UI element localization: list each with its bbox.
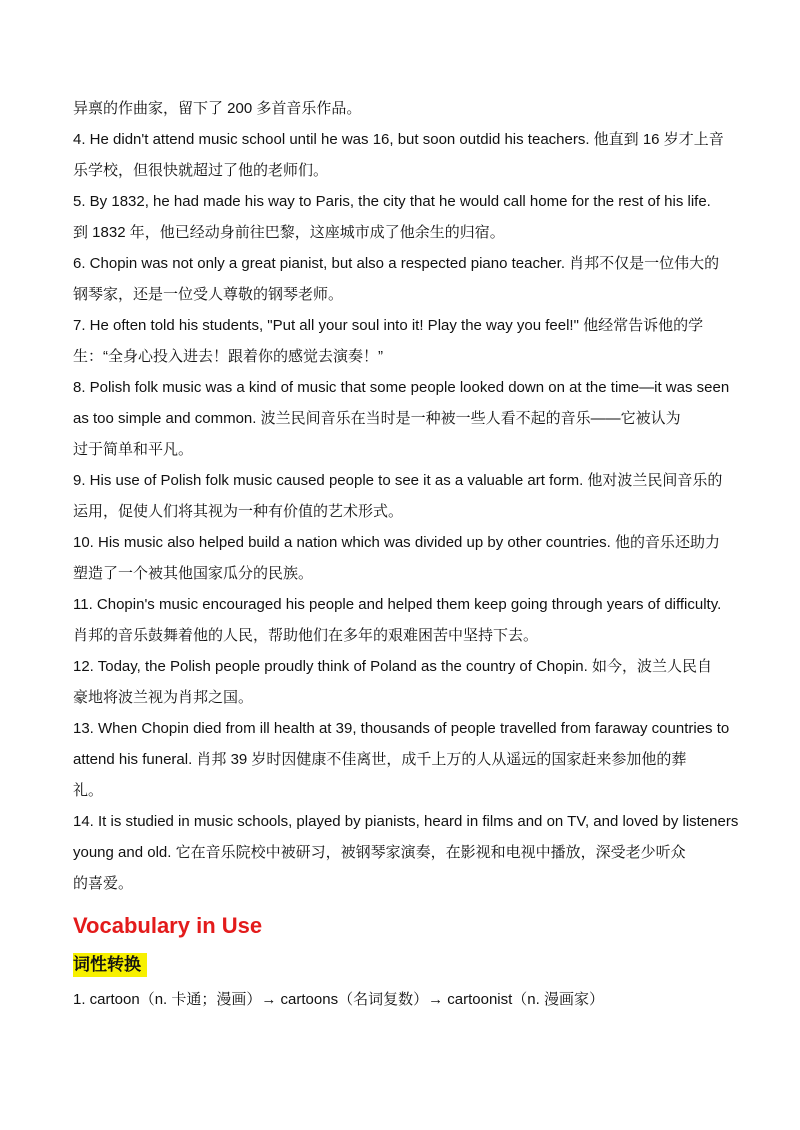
text-line: 9. His use of Polish folk music caused people to see it as a valuable art form. 他对波兰民间音乐的 <box>73 472 723 489</box>
text-line: young and old. 它在音乐院校中被研习，被钢琴家演奏，在影视和电视中播放，深受老少听众 <box>73 844 686 861</box>
text-line: 11. Chopin's music encouraged his people and helped them keep going through years of difficulty. <box>73 596 722 613</box>
text-line: 13. When Chopin died from ill health at 39, thousands of people travelled from faraway countries to <box>73 720 730 737</box>
text-line: 4. He didn't attend music school until he was 16, but soon outdid his teachers. 他直到 16 岁才上音 <box>73 131 724 148</box>
text-line: 10. His music also helped build a nation which was divided up by other countries. 他的音乐还助力 <box>73 534 720 551</box>
text-line: as too simple and common. 波兰民间音乐在当时是一种被一些人看不起的音乐——它被认为 <box>73 410 681 427</box>
document-page <box>73 93 739 1015</box>
text-line: 钢琴家，还是一位受人尊敬的钢琴老师。 <box>73 286 344 303</box>
text-line: 礼。 <box>73 782 104 799</box>
vocab-line: 1. cartoon（n. 卡通；漫画）→ cartoons（名词复数）→ cartoonist（n. 漫画家） <box>73 991 604 1008</box>
text-line: 生：“全身心投入进去！跟着你的感觉去演奏！” <box>73 348 383 365</box>
text-line: 的喜爱。 <box>73 875 134 892</box>
text-line: 运用，促使人们将其视为一种有价值的艺术形式。 <box>73 503 404 520</box>
text-line: 12. Today, the Polish people proudly think of Poland as the country of Chopin. 如今，波兰人民自 <box>73 658 712 675</box>
text-line: 5. By 1832, he had made his way to Paris, the city that he would call home for the rest of his life. <box>73 193 711 210</box>
text-line: 14. It is studied in music schools, played by pianists, heard in films and on TV, and loved by listeners <box>73 813 739 830</box>
text-line: 6. Chopin was not only a great pianist, but also a respected piano teacher. 肖邦不仅是一位伟大的 <box>73 255 720 272</box>
text-line: 塑造了一个被其他国家瓜分的民族。 <box>73 565 314 582</box>
text-line: 乐学校，但很快就超过了他的老师们。 <box>73 162 329 179</box>
text-line: 到 1832 年，他已经动身前往巴黎，这座城市成了他余生的归宿。 <box>73 224 505 241</box>
text-line: 7. He often told his students, "Put all your soul into it! Play the way you feel!" 他经常告诉他的学 <box>73 317 704 334</box>
text-line: 8. Polish folk music was a kind of music that some people looked down on at the time—it was seen <box>73 379 730 396</box>
text-line: attend his funeral. 肖邦 39 岁时因健康不佳离世，成千上万的人从遥远的国家赶来参加他的葬 <box>73 751 687 768</box>
section-title: Vocabulary in Use <box>73 913 263 938</box>
text-line: 豪地将波兰视为肖邦之国。 <box>73 689 254 706</box>
text-line: 异禀的作曲家，留下了 200 多首音乐作品。 <box>73 100 362 117</box>
text-line: 过于简单和平凡。 <box>73 441 194 458</box>
subsection-title: 词性转换 <box>73 953 147 977</box>
text-line: 肖邦的音乐鼓舞着他的人民，帮助他们在多年的艰难困苦中坚持下去。 <box>73 627 539 644</box>
